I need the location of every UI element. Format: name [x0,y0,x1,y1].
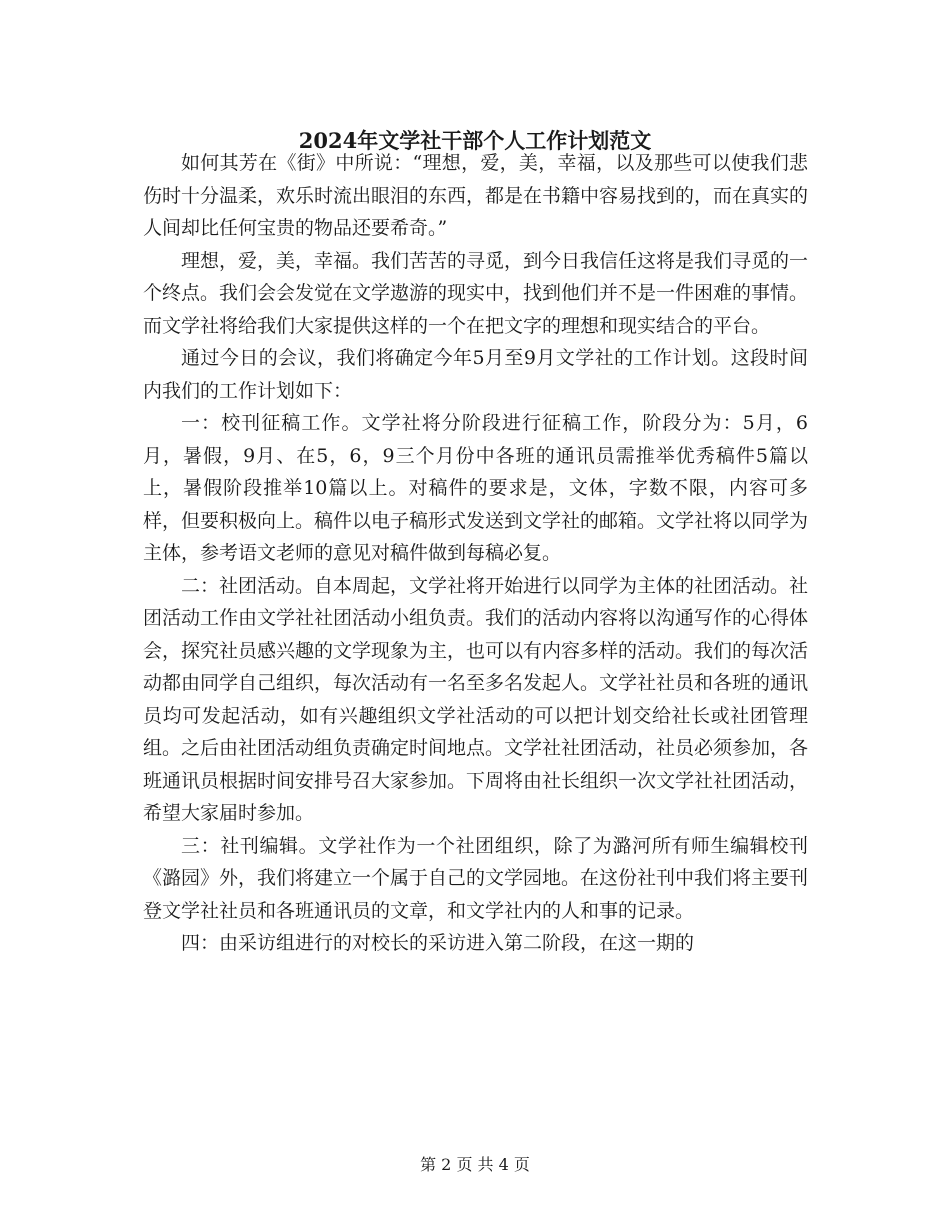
paragraph-item-1: 一：校刊征稿工作。文学社将分阶段进行征稿工作，阶段分为：5月，6月，暑假，9月、在5，6，9三个月份中各班的通讯员需推举优秀稿件5篇以上，暑假阶段推举10篇以上。对稿件的要求是，文体，字数不限，内容可多样，但要积极向上。稿件以电子稿形式发送到文学社的邮箱。文学社将以同学为主体，参考语文老师的意见对稿件做到每稿必复。 [143,412,809,564]
paragraph-quote: 如何其芳在《街》中所说：“理想，爱，美，幸福，以及那些可以使我们悲伤时十分温柔，欢乐时流出眼泪的东西，都是在书籍中容易找到的，而在真实的人间却比任何宝贵的物品还要希奇。” [143,152,809,239]
page-number-footer: 第 2 页 共 4 页 [420,1155,530,1174]
paragraph-meeting: 通过今日的会议，我们将确定今年5月至9月文学社的工作计划。这段时间内我们的工作计划如下： [143,347,808,402]
document-title: 2024年文学社干部个人工作计划范文 [298,128,652,154]
paragraph-item-3: 三：社刊编辑。文学社作为一个社团组织，除了为潞河所有师生编辑校刊《潞园》外，我们将建立一个属于自己的文学园地。在这份社刊中我们将主要刊登文学社社员和各班通讯员的文章，和文学社内的人和事的记录。 [143,834,809,922]
paragraph-item-4: 四：由采访组进行的对校长的采访进入第二阶段，在这一期的 [181,932,695,954]
paragraph-ideals: 理想，爱，美，幸福。我们苦苦的寻觅，到今日我信任这将是我们寻觅的一个终点。我们会会发觉在文学遨游的现实中，找到他们并不是一件困难的事情。而文学社将给我们大家提供这样的一个在把文字的理想和现实结合的平台。 [143,249,809,337]
paragraph-item-2: 二：社团活动。自本周起，文学社将开始进行以同学为主体的社团活动。社团活动工作由文学社社团活动小组负责。我们的活动内容将以沟通写作的心得体会，探究社员感兴趣的文学现象为主，也可以有内容多样的活动。我们的每次活动都由同学自己组织，每次活动有一名至多名发起人。文学社社员和各班的通讯员均可发起活动，如有兴趣组织文学社活动的可以把计划交给社长或社团管理组。之后由社团活动组负责确定时间地点。文学社社团活动，社员必须参加，各班通讯员根据时间安排号召大家参加。下周将由社长组织一次文学社社团活动，希望大家届时参加。 [143,574,809,824]
document-body [143,147,808,960]
